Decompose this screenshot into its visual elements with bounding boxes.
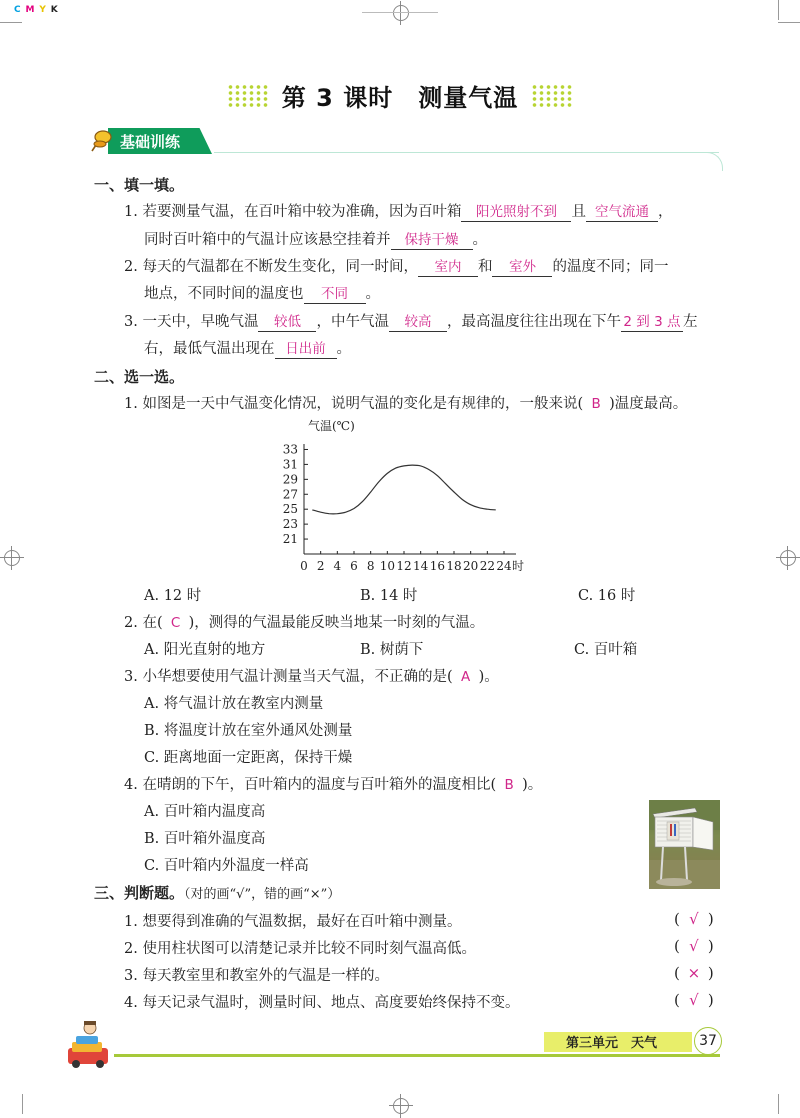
- registration-mark-left: [4, 550, 20, 566]
- part2-heading: 二、选一选。: [94, 368, 185, 386]
- y-tick-label: 21: [282, 532, 298, 547]
- crop-mark: [778, 0, 779, 20]
- p1-q1-text-e: 。: [472, 232, 487, 248]
- x-tick-label: 16: [429, 559, 445, 573]
- p1-q2-text-b: 和: [477, 259, 493, 275]
- x-tick-label: 22: [479, 559, 495, 573]
- section-label: 基础训练: [120, 133, 181, 151]
- p1-q3-line2: [144, 339, 351, 359]
- p2-q4-option-c: C. 百叶箱内外温度一样高: [144, 858, 309, 874]
- crop-mark: [22, 1094, 23, 1114]
- p1-q1-text-d: 同时百叶箱中的气温计应该悬空挂着并: [144, 232, 391, 248]
- p2-q2-option-a: A. 阳光直射的地方: [144, 642, 266, 658]
- lesson-title: 第 3 课时 测量气温: [281, 84, 519, 112]
- p1-q3-text-a: 3. 一天中，早晚气温: [124, 314, 259, 330]
- cmyk-c: C: [14, 5, 22, 15]
- title-dots-right: [531, 84, 573, 108]
- x-tick-label: 24: [496, 559, 512, 573]
- x-tick-label: 2: [316, 559, 325, 573]
- mascot-illustration: [62, 1018, 114, 1070]
- p1-q2-text-c: 的温度不同；同一: [552, 259, 669, 275]
- chart-axes: [304, 444, 516, 554]
- section-divider: [214, 152, 719, 153]
- p1-q2-line1: [124, 257, 668, 277]
- p3-item-1-judgement: ( √ ): [674, 910, 714, 928]
- p3-item-3-judgement: ( × ): [674, 964, 714, 982]
- registration-mark-top: [393, 5, 409, 21]
- temperature-chart-svg: [268, 414, 538, 580]
- p1-q2-answer3: 不同: [304, 285, 366, 304]
- series-line-temperature: [312, 465, 495, 514]
- y-tick-label: 23: [282, 517, 298, 532]
- p3-item-4: 4. 每天记录气温时，测量时间、地点、高度要始终保持不变。: [124, 995, 520, 1011]
- temperature-chart: [268, 414, 538, 580]
- y-tick-label: 33: [282, 442, 298, 457]
- y-tick-label: 31: [282, 457, 298, 472]
- footer-line: [114, 1054, 720, 1057]
- cmyk-y: Y: [39, 5, 47, 15]
- cmyk-k: K: [50, 5, 59, 15]
- p2-q2-option-c: C. 百叶箱: [574, 642, 638, 658]
- p1-q3-answer2: 较高: [389, 313, 447, 332]
- p2-q2-text-b: )，测得的气温最能反映当地某一时刻的气温。: [188, 615, 485, 631]
- p1-q2-line2: [144, 284, 380, 304]
- p2-q1-option-a: A. 12 时: [144, 588, 202, 604]
- crop-mark: [362, 12, 438, 13]
- stevenson-screen-illustration: [649, 800, 720, 889]
- p2-q3-option-a: A. 将气温计放在教室内测量: [144, 696, 324, 712]
- p1-q3-text-c: ，最高温度往往出现在下午: [446, 314, 621, 330]
- p2-q4-answer: B: [504, 777, 514, 793]
- p3-item-2-mark: √: [689, 937, 699, 955]
- x-tick-label: 0: [300, 559, 308, 573]
- part1-heading: 一、填一填。: [94, 176, 185, 194]
- p1-q3-answer3: 2 到 3 点: [621, 313, 683, 332]
- part3-heading: 三、判断题。: [94, 884, 185, 902]
- p3-item-4-mark: √: [689, 991, 699, 1009]
- registration-mark-right: [780, 550, 796, 566]
- p1-q2-text-e: 。: [365, 286, 380, 302]
- x-tick-label: 4: [333, 559, 342, 573]
- p2-q3-text-b: )。: [478, 669, 499, 685]
- p2-q1-answer: B: [591, 396, 601, 412]
- p1-q1-answer2: 空气流通: [586, 203, 658, 222]
- part3-note: （对的画“√”，错的画“×”）: [184, 887, 341, 902]
- p1-q1-text-c: ，: [657, 204, 673, 220]
- p3-item-2-judgement: ( √ ): [674, 937, 714, 955]
- p2-q4-stem: [124, 775, 542, 795]
- p2-q3-option-b: B. 将温度计放在室外通风处测量: [144, 723, 353, 739]
- p3-item-1: 1. 想要得到准确的气温数据，最好在百叶箱中测量。: [124, 914, 462, 930]
- page-number: 37: [694, 1027, 722, 1055]
- x-axis-unit: 时: [512, 559, 525, 573]
- x-tick-label: 12: [396, 559, 412, 573]
- p1-q2-text-a: 2. 每天的气温都在不断发生变化，同一时间，: [124, 259, 418, 275]
- pushpin-icon: [90, 128, 114, 154]
- section-tag: [90, 128, 214, 154]
- x-tick-label: 10: [379, 559, 395, 573]
- p1-q2-text-d: 地点，不同时间的温度也: [144, 286, 304, 302]
- chart-ylabel: 气温(℃): [308, 419, 355, 433]
- p2-q1-stem: [124, 394, 687, 414]
- y-tick-label: 29: [282, 472, 298, 487]
- x-tick-label: 8: [366, 559, 375, 573]
- p1-q3-text-b: ，中午气温: [316, 314, 389, 330]
- part3-heading-row: [94, 883, 340, 905]
- p1-q3-text-d: 左: [682, 314, 698, 330]
- p1-q3-answer4: 日出前: [275, 340, 337, 359]
- p2-q3-answer: A: [460, 669, 471, 685]
- p2-q2-text-a: 2. 在(: [124, 615, 163, 631]
- p3-item-1-mark: √: [689, 910, 699, 928]
- y-tick-label: 25: [282, 502, 298, 517]
- p1-q2-answer2: 室外: [492, 258, 552, 277]
- p2-q2-option-b: B. 树荫下: [360, 642, 424, 658]
- p1-q3-text-f: 。: [336, 341, 351, 357]
- p3-item-4-judgement: ( √ ): [674, 991, 714, 1009]
- x-tick-label: 6: [350, 559, 358, 573]
- p1-q1-line1: [124, 202, 672, 222]
- p3-item-3-mark: ×: [687, 964, 701, 982]
- p2-q3-text-a: 3. 小华想要使用气温计测量当天气温，不正确的是(: [124, 669, 453, 685]
- y-tick-label: 27: [282, 487, 298, 502]
- crop-mark: [0, 22, 22, 23]
- p2-q4-option-a: A. 百叶箱内温度高: [144, 804, 266, 820]
- footer-unit-label: 第三单元 天气: [566, 1036, 658, 1051]
- p2-q4-option-b: B. 百叶箱外温度高: [144, 831, 266, 847]
- p2-q4-text-a: 4. 在晴朗的下午，百叶箱内的温度与百叶箱外的温度相比(: [124, 777, 497, 793]
- p1-q3-answer1: 较低: [258, 313, 316, 332]
- p3-item-3: 3. 每天教室里和教室外的气温是一样的。: [124, 968, 389, 984]
- p2-q1-option-b: B. 14 时: [360, 588, 418, 604]
- p1-q1-answer1: 阳光照射不到: [461, 203, 571, 222]
- cmyk-print-mark: [14, 5, 59, 15]
- p1-q1-text-b: 且: [571, 204, 586, 220]
- crop-mark: [778, 1094, 779, 1114]
- p2-q1-text-b: )温度最高。: [609, 396, 688, 412]
- x-tick-label: 14: [413, 559, 429, 573]
- p1-q1-text-a: 1. 若要测量气温，在百叶箱中较为准确，因为百叶箱: [124, 204, 462, 220]
- p2-q1-option-c: C. 16 时: [578, 588, 636, 604]
- p2-q3-stem: [124, 667, 499, 687]
- p2-q2-answer: C: [170, 615, 181, 631]
- p2-q2-stem: [124, 613, 484, 633]
- p2-q3-option-c: C. 距离地面一定距离，保持干燥: [144, 750, 353, 766]
- cmyk-m: M: [25, 5, 36, 15]
- stevenson-screen-photo: [649, 800, 720, 889]
- title-dots-left: [227, 84, 269, 108]
- section-divider-curve: [700, 152, 723, 171]
- lesson-title-row: [0, 78, 800, 113]
- p1-q3-line1: [124, 312, 697, 332]
- x-tick-label: 20: [463, 559, 479, 573]
- p2-q4-text-b: )。: [522, 777, 543, 793]
- registration-mark-bottom: [393, 1098, 409, 1114]
- p1-q2-answer1: 室内: [418, 258, 478, 277]
- p1-q3-text-e: 右，最低气温出现在: [144, 341, 275, 357]
- crop-mark: [778, 22, 800, 23]
- p1-q1-answer3: 保持干燥: [391, 231, 473, 250]
- p1-q1-line2: [144, 230, 487, 250]
- p2-q1-text-a: 1. 如图是一天中气温变化情况，说明气温的变化是有规律的，一般来说(: [124, 396, 584, 412]
- p3-item-2: 2. 使用柱状图可以清楚记录并比较不同时刻气温高低。: [124, 941, 476, 957]
- x-tick-label: 18: [446, 559, 462, 573]
